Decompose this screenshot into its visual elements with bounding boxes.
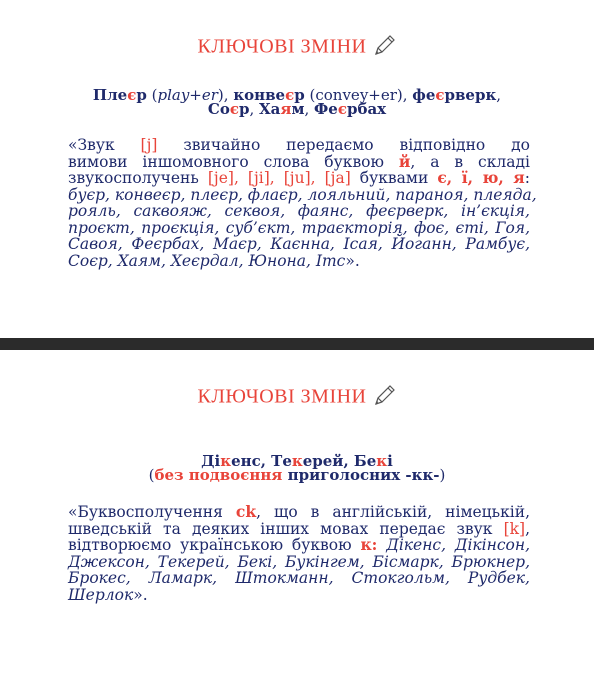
word-player-part: Пле: [92, 86, 128, 104]
comma: ,: [496, 86, 502, 104]
quote-highlight: й: [398, 151, 411, 171]
paren-close: ): [439, 466, 446, 484]
example-words-line-2: [0, 102, 594, 116]
comma: ,: [249, 100, 260, 118]
word-khayyam-part: Ха: [259, 100, 281, 118]
quote-close: ».: [133, 585, 148, 604]
quote-highlight: [k]: [503, 519, 526, 538]
highlight-letter: є: [229, 100, 239, 118]
rule-quote: [68, 504, 530, 603]
note-text: приголосних -кк-: [282, 466, 440, 484]
slide-yot-sounds: [0, 0, 594, 338]
quote-examples-line: Брокес, Ламарк, Штокманн, Стокгольм, Рудбек,: [68, 569, 530, 587]
note-highlight: без подвоєння: [154, 466, 283, 484]
quote-examples-line: Шерлок: [68, 585, 134, 604]
quote-highlight: ck: [235, 502, 257, 521]
quote-text: звукосполучень: [68, 169, 208, 187]
paren-text: ),: [217, 86, 234, 104]
quote-text: звичайно передаємо відповідно до: [157, 136, 530, 154]
quote-highlight: [j]: [140, 136, 158, 154]
quote-examples-line: рояль, саквояж, секвоя, фаянс, феєрверк, ін’єкція,: [68, 202, 530, 220]
word-dickens-part: енс: [231, 452, 261, 470]
paren-text: (: [146, 86, 158, 104]
highlight-letter: к: [220, 452, 232, 470]
quote-text: «Звук: [68, 136, 141, 154]
quote-examples-line: Савоя, Феєрбах, Маєр, Каєнна, Ісая, Йоганн, Рамбує,: [68, 235, 530, 253]
highlight-letter: є: [285, 86, 295, 104]
slide-title: [0, 383, 594, 413]
pencil-icon: [373, 383, 397, 413]
etymology-conveyer: (convey+er),: [304, 86, 413, 104]
quote-line: [68, 537, 530, 554]
highlight-letter: є: [435, 86, 445, 104]
word-becky-part: Бе: [353, 452, 377, 470]
word-feuerbach-part: рбах: [346, 100, 387, 118]
quote-highlight: [je], [ji], [ju], [ja]: [207, 169, 351, 187]
highlight-letter: к: [291, 452, 303, 470]
slide-ck-combination: [0, 350, 594, 688]
quote-examples-line: буєр, конвеєр, плеєр, флаєр, лояльний, параноя, плеяда,: [68, 185, 537, 204]
highlight-letter: є: [127, 86, 137, 104]
word-fireworks-part: фе: [412, 86, 436, 104]
quote-text: шведській та деяких інших мовах передає звук: [68, 519, 504, 538]
word-thackeray-part: ерей: [302, 452, 344, 470]
quote-examples-line: проєкт, проєкція, суб’єкт, траєкторія, фоє, єті, Гоя,: [68, 218, 530, 237]
comma: ,: [304, 100, 315, 118]
quote-text: вимови іншомовного слова буквою: [68, 152, 399, 171]
word-feuerbach-part: Фе: [314, 100, 338, 118]
slide-title-text: КЛЮЧОВІ ЗМІНИ: [197, 385, 367, 408]
quote-text: «Буквосполучення: [68, 503, 236, 521]
quote-examples-line: Джексон, Текерей, Бекі, Букінгем, Бісмарк, Брюкнер,: [68, 552, 530, 571]
word-becky-part: і: [387, 452, 393, 470]
quote-line: [68, 170, 530, 187]
word-fireworks-part: рверк: [444, 86, 497, 104]
etymology-player: play+er: [157, 86, 218, 104]
highlight-letter: є: [337, 100, 347, 118]
highlight-letter: я: [280, 100, 292, 118]
word-dickens-part: Ді: [201, 452, 221, 470]
word-conveyer-part: конве: [233, 86, 286, 104]
quote-line: [68, 587, 530, 604]
comma: ,: [260, 452, 272, 470]
example-words: [0, 454, 594, 482]
highlight-letter: к: [376, 452, 388, 470]
quote-highlight: к:: [360, 535, 378, 554]
word-player-part: р: [136, 86, 147, 104]
slide-separator: [0, 338, 594, 350]
quote-close: ».: [345, 251, 360, 270]
word-conveyer-part: р: [294, 86, 305, 104]
quote-text: буквами: [350, 169, 438, 187]
word-sawyer-part: Со: [207, 100, 230, 118]
rule-quote: [68, 136, 537, 270]
quote-highlight: є, ї, ю, я: [437, 168, 525, 187]
quote-line: [68, 253, 530, 270]
slide-title: [0, 33, 594, 63]
quote-text: , а в складі: [410, 152, 530, 171]
example-words: [0, 88, 594, 116]
word-sawyer-part: р: [238, 100, 250, 118]
slide-title-text: КЛЮЧОВІ ЗМІНИ: [197, 35, 367, 58]
pencil-icon: [373, 33, 397, 63]
paren-open: (: [148, 466, 155, 484]
quote-text: :: [524, 169, 530, 187]
quote-examples: Дікенс, Дікінсон,: [377, 536, 530, 554]
quote-examples-line: Соєр, Хаям, Хеєрдал, Юнона, Ітс: [68, 251, 346, 270]
quote-line: [68, 504, 530, 521]
quote-line: [68, 521, 530, 538]
quote-text: , що в англійській, німецькій,: [256, 503, 530, 521]
example-words-note: [0, 468, 594, 482]
quote-text: відтворюємо українською буквою: [68, 536, 361, 554]
word-thackeray-part: Те: [271, 452, 292, 470]
word-khayyam-part: м: [291, 100, 305, 118]
quote-line: [68, 137, 530, 154]
quote-text: ,: [525, 519, 530, 538]
comma: ,: [343, 452, 354, 470]
